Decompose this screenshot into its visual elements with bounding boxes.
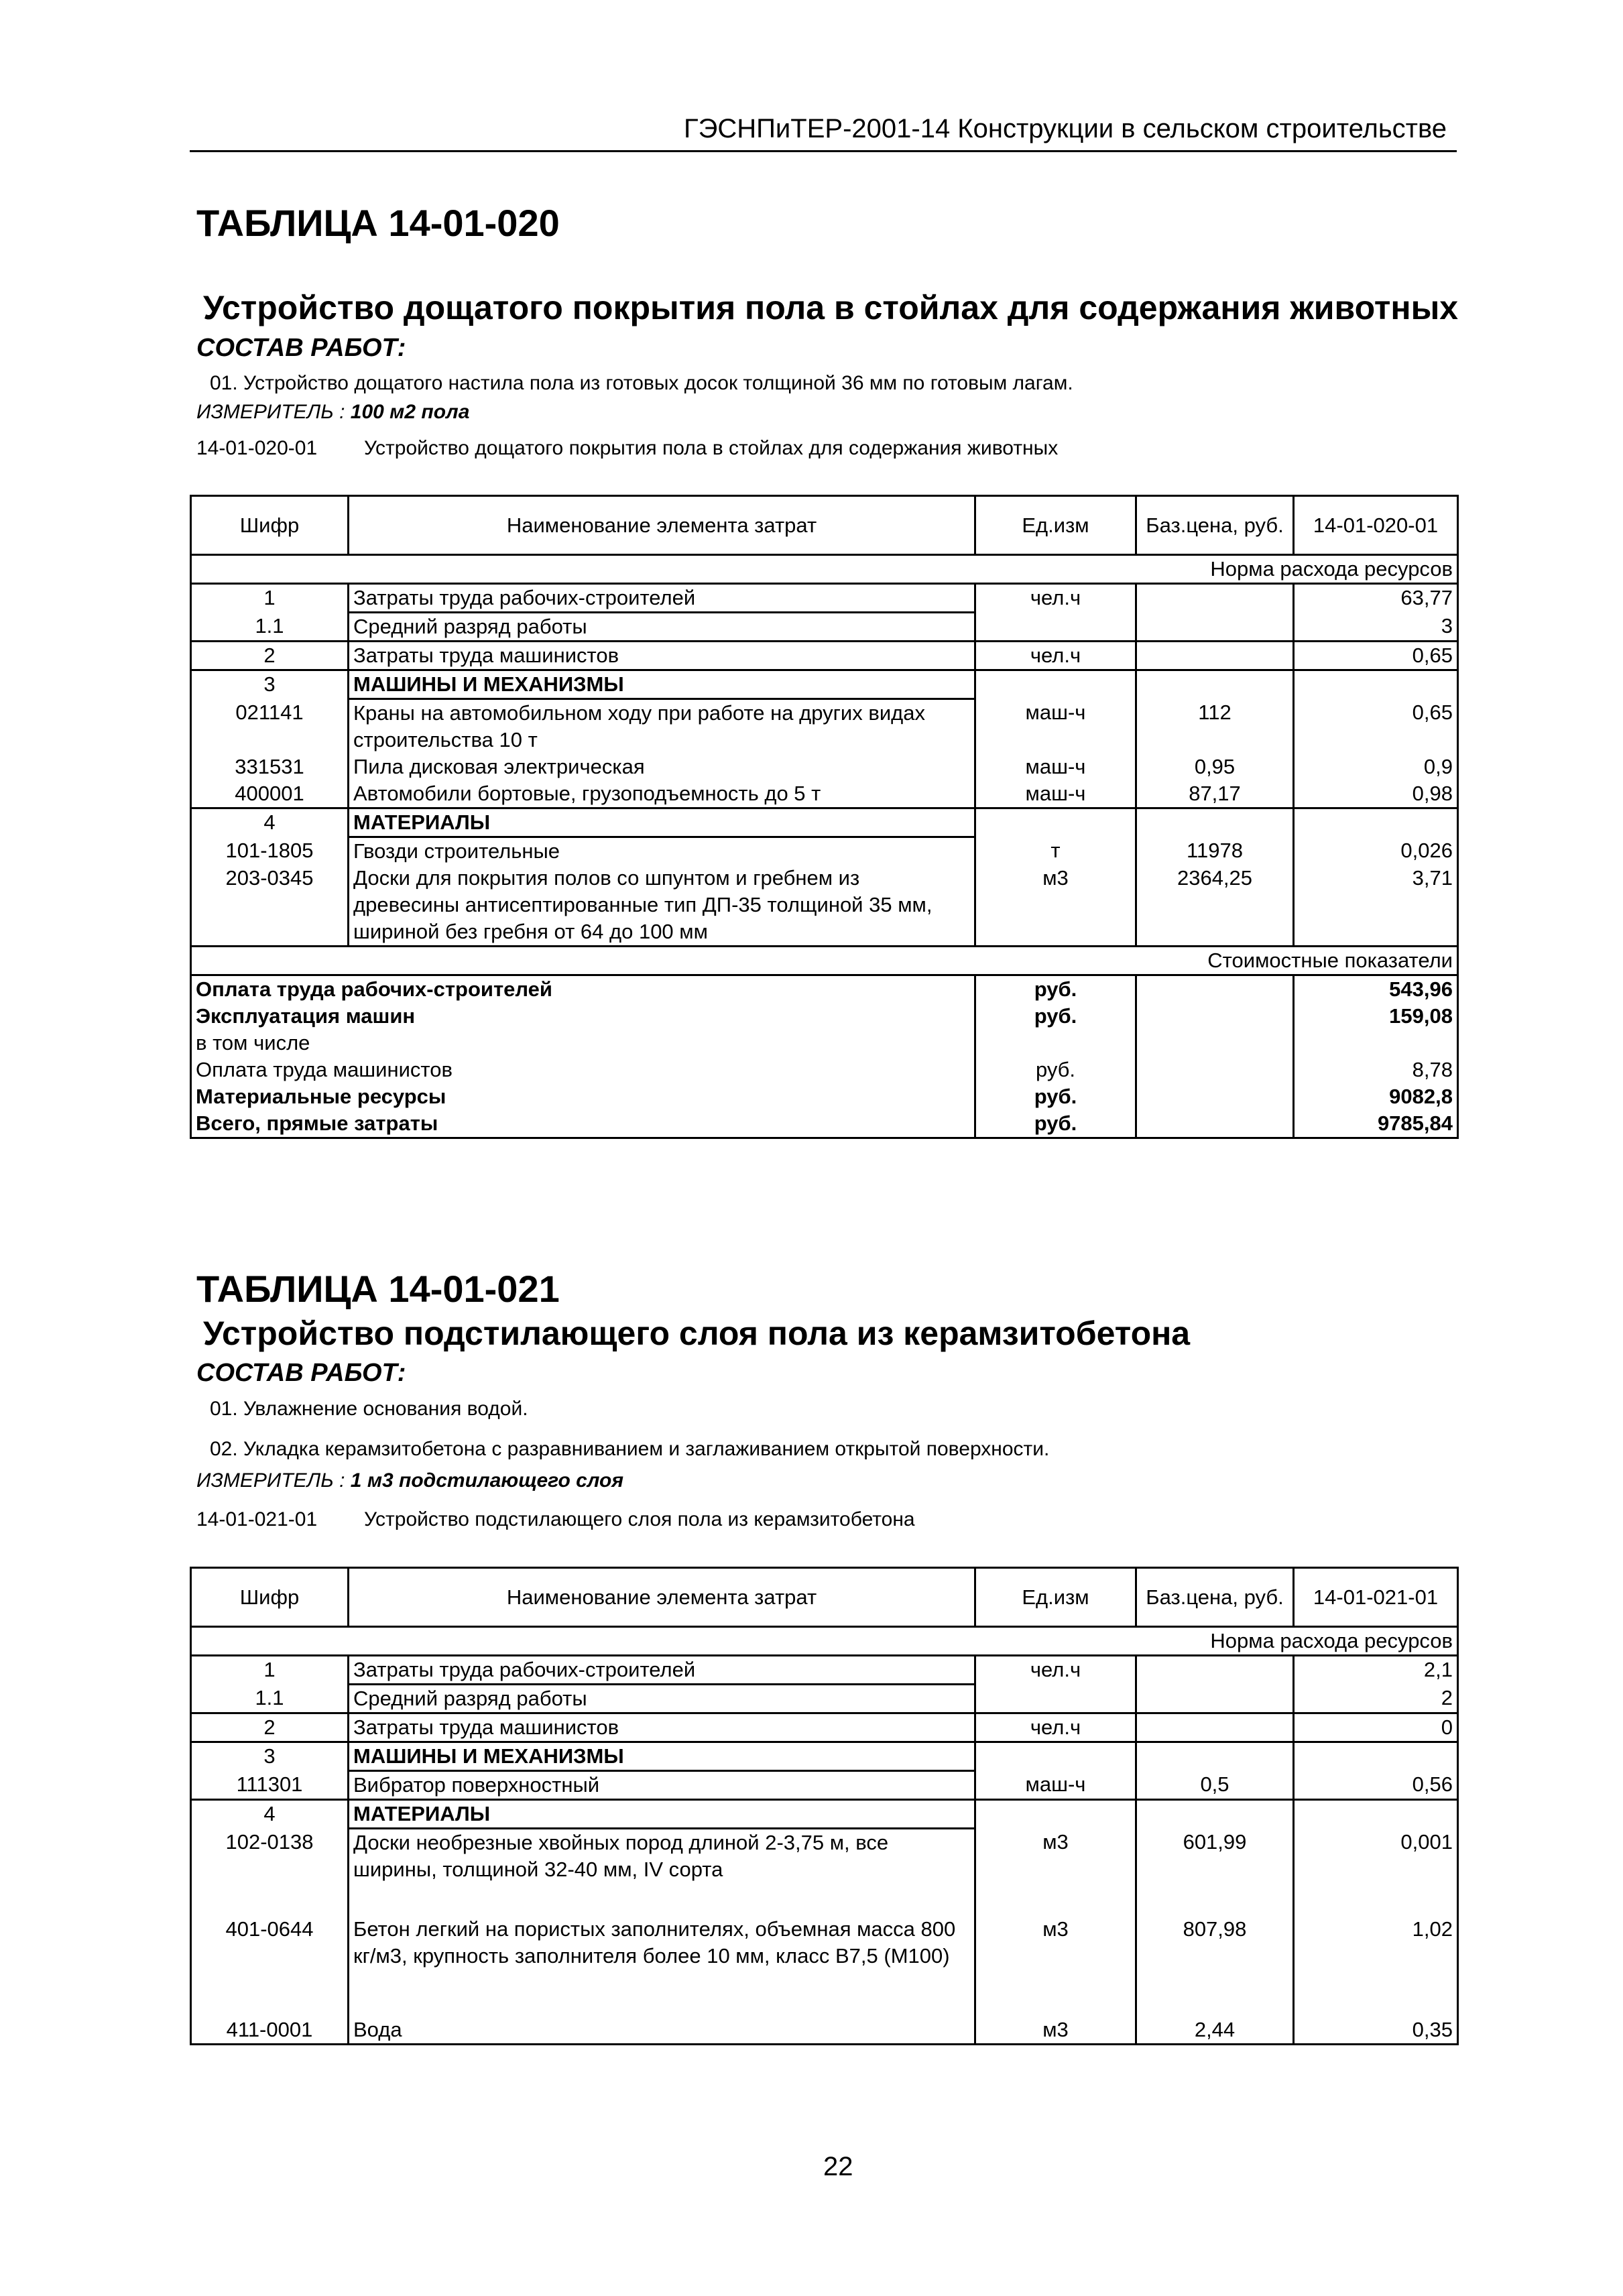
row-norm: 0,001 [1294, 1829, 1458, 1916]
row-price: 87,17 [1136, 780, 1294, 808]
row-norm [1294, 808, 1458, 837]
row-name: Вибратор поверхностный [349, 1771, 975, 1800]
col-header-unit: Ед.изм [975, 1568, 1136, 1627]
row-unit: маш-ч [975, 699, 1136, 754]
cost-section-header [191, 947, 1458, 975]
row-section-materials: МАТЕРИАЛЫ [349, 1800, 975, 1829]
table2-code: 14-01-021-01 [196, 1508, 318, 1530]
row-unit [975, 1742, 1136, 1771]
row-name: Автомобили бортовые, грузоподъемность до 5 т [349, 780, 975, 808]
row-code: 3 [191, 1742, 349, 1771]
cost-unit [975, 1030, 1136, 1056]
cost-row [191, 975, 1458, 1004]
cost-row [191, 1056, 1458, 1083]
row-code: 2 [191, 1713, 349, 1742]
cost-name: Всего, прямые затраты [191, 1110, 975, 1138]
norm-section-label: Норма расхода ресурсов [191, 555, 1458, 584]
running-header: ГЭСНПиТЕР-2001-14 Конструкции в сельском строительстве [684, 114, 1447, 143]
row-code: 401-0644 [191, 1916, 349, 2016]
row-code: 102-0138 [191, 1829, 349, 1916]
table1-work-01: 01. Устройство дощатого настила пола из готовых досок толщиной 36 мм по готовым лагам. [210, 372, 1073, 394]
table-row [191, 1742, 1458, 1771]
table1-izmeritel-label: ИЗМЕРИТЕЛЬ : [196, 401, 345, 423]
cost-price [1136, 1083, 1294, 1110]
norm-section-header [191, 555, 1458, 584]
row-price: 2364,25 [1136, 865, 1294, 947]
table-row [191, 837, 1458, 865]
row-norm [1294, 1742, 1458, 1771]
row-name: Затраты труда машинистов [349, 1713, 975, 1742]
row-norm [1294, 1800, 1458, 1829]
row-name: Вода [349, 2016, 975, 2045]
table-row [191, 2016, 1458, 2045]
table-row [191, 780, 1458, 808]
row-price [1136, 1656, 1294, 1685]
row-price [1136, 1742, 1294, 1771]
table-row [191, 1713, 1458, 1742]
row-price: 2,44 [1136, 2016, 1294, 2045]
row-norm: 0,35 [1294, 2016, 1458, 2045]
row-unit: чел.ч [975, 1713, 1136, 1742]
cost-value: 159,08 [1294, 1003, 1458, 1030]
table-row [191, 808, 1458, 837]
table1-izmeritel-value: 100 м2 пола [350, 401, 470, 423]
row-unit: чел.ч [975, 642, 1136, 670]
row-price: 807,98 [1136, 1916, 1294, 2016]
row-norm: 2,1 [1294, 1656, 1458, 1685]
table-row [191, 642, 1458, 670]
row-code: 400001 [191, 780, 349, 808]
table-row [191, 753, 1458, 780]
cost-value: 8,78 [1294, 1056, 1458, 1083]
row-name: Доски необрезные хвойных пород длиной 2-3,75 м, все ширины, толщиной 32-40 мм, IV сорта [349, 1829, 975, 1916]
cost-value [1294, 1030, 1458, 1056]
row-code: 4 [191, 808, 349, 837]
table1-code-line [196, 437, 1059, 460]
row-unit: т [975, 837, 1136, 865]
col-header-norm: 14-01-020-01 [1294, 496, 1458, 555]
col-header-unit: Ед.изм [975, 496, 1136, 555]
cost-row [191, 1083, 1458, 1110]
row-name: Средний разряд работы [349, 613, 975, 642]
row-norm [1294, 670, 1458, 699]
row-section-materials: МАТЕРИАЛЫ [349, 808, 975, 837]
table-row [191, 1771, 1458, 1800]
cost-name: Оплата труда рабочих-строителей [191, 975, 975, 1004]
col-header-name: Наименование элемента затрат [349, 496, 975, 555]
cost-value: 543,96 [1294, 975, 1458, 1004]
table1-title: ТАБЛИЦА 14-01-020 [196, 202, 560, 244]
col-header-code: Шифр [191, 1568, 349, 1627]
cost-price [1136, 1110, 1294, 1138]
row-price: 601,99 [1136, 1829, 1294, 1916]
header-rule [190, 150, 1457, 152]
row-price [1136, 613, 1294, 642]
row-unit: маш-ч [975, 753, 1136, 780]
row-norm: 0,98 [1294, 780, 1458, 808]
row-price: 0,95 [1136, 753, 1294, 780]
row-code: 1.1 [191, 1685, 349, 1713]
row-unit: м3 [975, 865, 1136, 947]
row-unit: м3 [975, 1916, 1136, 2016]
table-row [191, 1829, 1458, 1916]
table-header-row [191, 1568, 1458, 1627]
row-code: 111301 [191, 1771, 349, 1800]
table2-code-line [196, 1508, 915, 1531]
row-name: Средний разряд работы [349, 1685, 975, 1713]
cost-unit: руб. [975, 1056, 1136, 1083]
table1-code-desc: Устройство дощатого покрытия пола в стойлах для содержания животных [364, 437, 1059, 459]
row-unit: маш-ч [975, 1771, 1136, 1800]
table-row [191, 1656, 1458, 1685]
table-row [191, 1916, 1458, 2016]
row-unit: м3 [975, 2016, 1136, 2045]
row-norm: 1,02 [1294, 1916, 1458, 2016]
row-price [1136, 808, 1294, 837]
table2-work-02: 02. Укладка керамзитобетона с разравниванием и заглаживанием открытой поверхности. [210, 1438, 1050, 1460]
cost-price [1136, 1030, 1294, 1056]
table-header-row [191, 496, 1458, 555]
row-name: Пила дисковая электрическая [349, 753, 975, 780]
table2-izmeritel-label: ИЗМЕРИТЕЛЬ : [196, 1469, 345, 1492]
cost-price [1136, 1056, 1294, 1083]
row-norm: 0,65 [1294, 699, 1458, 754]
table-row [191, 699, 1458, 754]
row-name: Гвозди строительные [349, 837, 975, 865]
table2-sostav-label: СОСТАВ РАБОТ: [196, 1359, 406, 1387]
row-section-machines: МАШИНЫ И МЕХАНИЗМЫ [349, 1742, 975, 1771]
row-code: 1.1 [191, 613, 349, 642]
norm-section-label: Норма расхода ресурсов [191, 1627, 1458, 1656]
col-header-norm: 14-01-021-01 [1294, 1568, 1458, 1627]
row-norm: 63,77 [1294, 584, 1458, 613]
table2-code-desc: Устройство подстилающего слоя пола из керамзитобетона [364, 1508, 915, 1530]
table2-title: ТАБЛИЦА 14-01-021 [196, 1268, 560, 1310]
table-row [191, 865, 1458, 947]
cost-name: Материальные ресурсы [191, 1083, 975, 1110]
row-norm: 2 [1294, 1685, 1458, 1713]
table2-section-title: Устройство подстилающего слоя пола из керамзитобетона [203, 1315, 1191, 1352]
row-code: 021141 [191, 699, 349, 754]
row-price [1136, 1713, 1294, 1742]
row-unit [975, 1800, 1136, 1829]
row-unit: чел.ч [975, 1656, 1136, 1685]
row-code: 411-0001 [191, 2016, 349, 2045]
table-row [191, 584, 1458, 613]
cost-price [1136, 1003, 1294, 1030]
row-unit: м3 [975, 1829, 1136, 1916]
table1-code: 14-01-020-01 [196, 437, 318, 459]
norm-section-header [191, 1627, 1458, 1656]
row-norm: 3 [1294, 613, 1458, 642]
table2-norm-table [190, 1567, 1459, 2045]
table-row [191, 1800, 1458, 1829]
table2-izmeritel-value: 1 м3 подстилающего слоя [350, 1469, 624, 1492]
row-price: 11978 [1136, 837, 1294, 865]
row-unit: маш-ч [975, 780, 1136, 808]
cost-unit: руб. [975, 975, 1136, 1004]
row-code: 2 [191, 642, 349, 670]
table1-norm-table [190, 495, 1459, 1139]
row-code: 101-1805 [191, 837, 349, 865]
table1-sostav-label: СОСТАВ РАБОТ: [196, 334, 406, 362]
row-norm: 0,026 [1294, 837, 1458, 865]
page-number: 22 [823, 2152, 853, 2181]
col-header-code: Шифр [191, 496, 349, 555]
cost-value: 9082,8 [1294, 1083, 1458, 1110]
row-name: Бетон легкий на пористых заполнителях, объемная масса 800 кг/м3, крупность заполнителя более 10 мм, класс В7,5 (М100) [349, 1916, 975, 2016]
row-unit [975, 1685, 1136, 1713]
cost-section-label: Стоимостные показатели [191, 947, 1458, 975]
row-name: Затраты труда рабочих-строителей [349, 584, 975, 613]
row-price [1136, 1685, 1294, 1713]
row-price [1136, 670, 1294, 699]
row-section-machines: МАШИНЫ И МЕХАНИЗМЫ [349, 670, 975, 699]
table2-izmeritel [196, 1469, 623, 1492]
table1-section-title: Устройство дощатого покрытия пола в стойлах для содержания животных [203, 289, 1459, 326]
row-code: 3 [191, 670, 349, 699]
row-norm: 0 [1294, 1713, 1458, 1742]
row-name: Краны на автомобильном ходу при работе на других видах строительства 10 т [349, 699, 975, 754]
row-unit [975, 613, 1136, 642]
row-code: 1 [191, 584, 349, 613]
row-norm: 0,56 [1294, 1771, 1458, 1800]
cost-value: 9785,84 [1294, 1110, 1458, 1138]
row-price [1136, 1800, 1294, 1829]
row-price [1136, 584, 1294, 613]
col-header-price: Баз.цена, руб. [1136, 1568, 1294, 1627]
row-name: Доски для покрытия полов со шпунтом и гребнем из древесины антисептированные тип ДП-35 толщиной 35 мм, шириной без гребня от 64 до 100 мм [349, 865, 975, 947]
row-norm: 3,71 [1294, 865, 1458, 947]
row-unit: чел.ч [975, 584, 1136, 613]
cost-row [191, 1110, 1458, 1138]
row-code: 331531 [191, 753, 349, 780]
row-norm: 0,9 [1294, 753, 1458, 780]
col-header-price: Баз.цена, руб. [1136, 496, 1294, 555]
col-header-name: Наименование элемента затрат [349, 1568, 975, 1627]
cost-price [1136, 975, 1294, 1004]
table1-izmeritel [196, 401, 469, 424]
cost-unit: руб. [975, 1083, 1136, 1110]
row-code: 1 [191, 1656, 349, 1685]
cost-name: Эксплуатация машин [191, 1003, 975, 1030]
table2-work-01: 01. Увлажнение основания водой. [210, 1398, 528, 1420]
row-code: 4 [191, 1800, 349, 1829]
row-unit [975, 808, 1136, 837]
table-row [191, 613, 1458, 642]
row-code: 203-0345 [191, 865, 349, 947]
cost-name: Оплата труда машинистов [191, 1056, 975, 1083]
cost-name: в том числе [191, 1030, 975, 1056]
row-unit [975, 670, 1136, 699]
table-row [191, 1685, 1458, 1713]
row-name: Затраты труда машинистов [349, 642, 975, 670]
row-name: Затраты труда рабочих-строителей [349, 1656, 975, 1685]
row-price: 112 [1136, 699, 1294, 754]
cost-row [191, 1030, 1458, 1056]
row-price [1136, 642, 1294, 670]
cost-unit: руб. [975, 1003, 1136, 1030]
row-norm: 0,65 [1294, 642, 1458, 670]
row-price: 0,5 [1136, 1771, 1294, 1800]
cost-unit: руб. [975, 1110, 1136, 1138]
cost-row [191, 1003, 1458, 1030]
table-row [191, 670, 1458, 699]
